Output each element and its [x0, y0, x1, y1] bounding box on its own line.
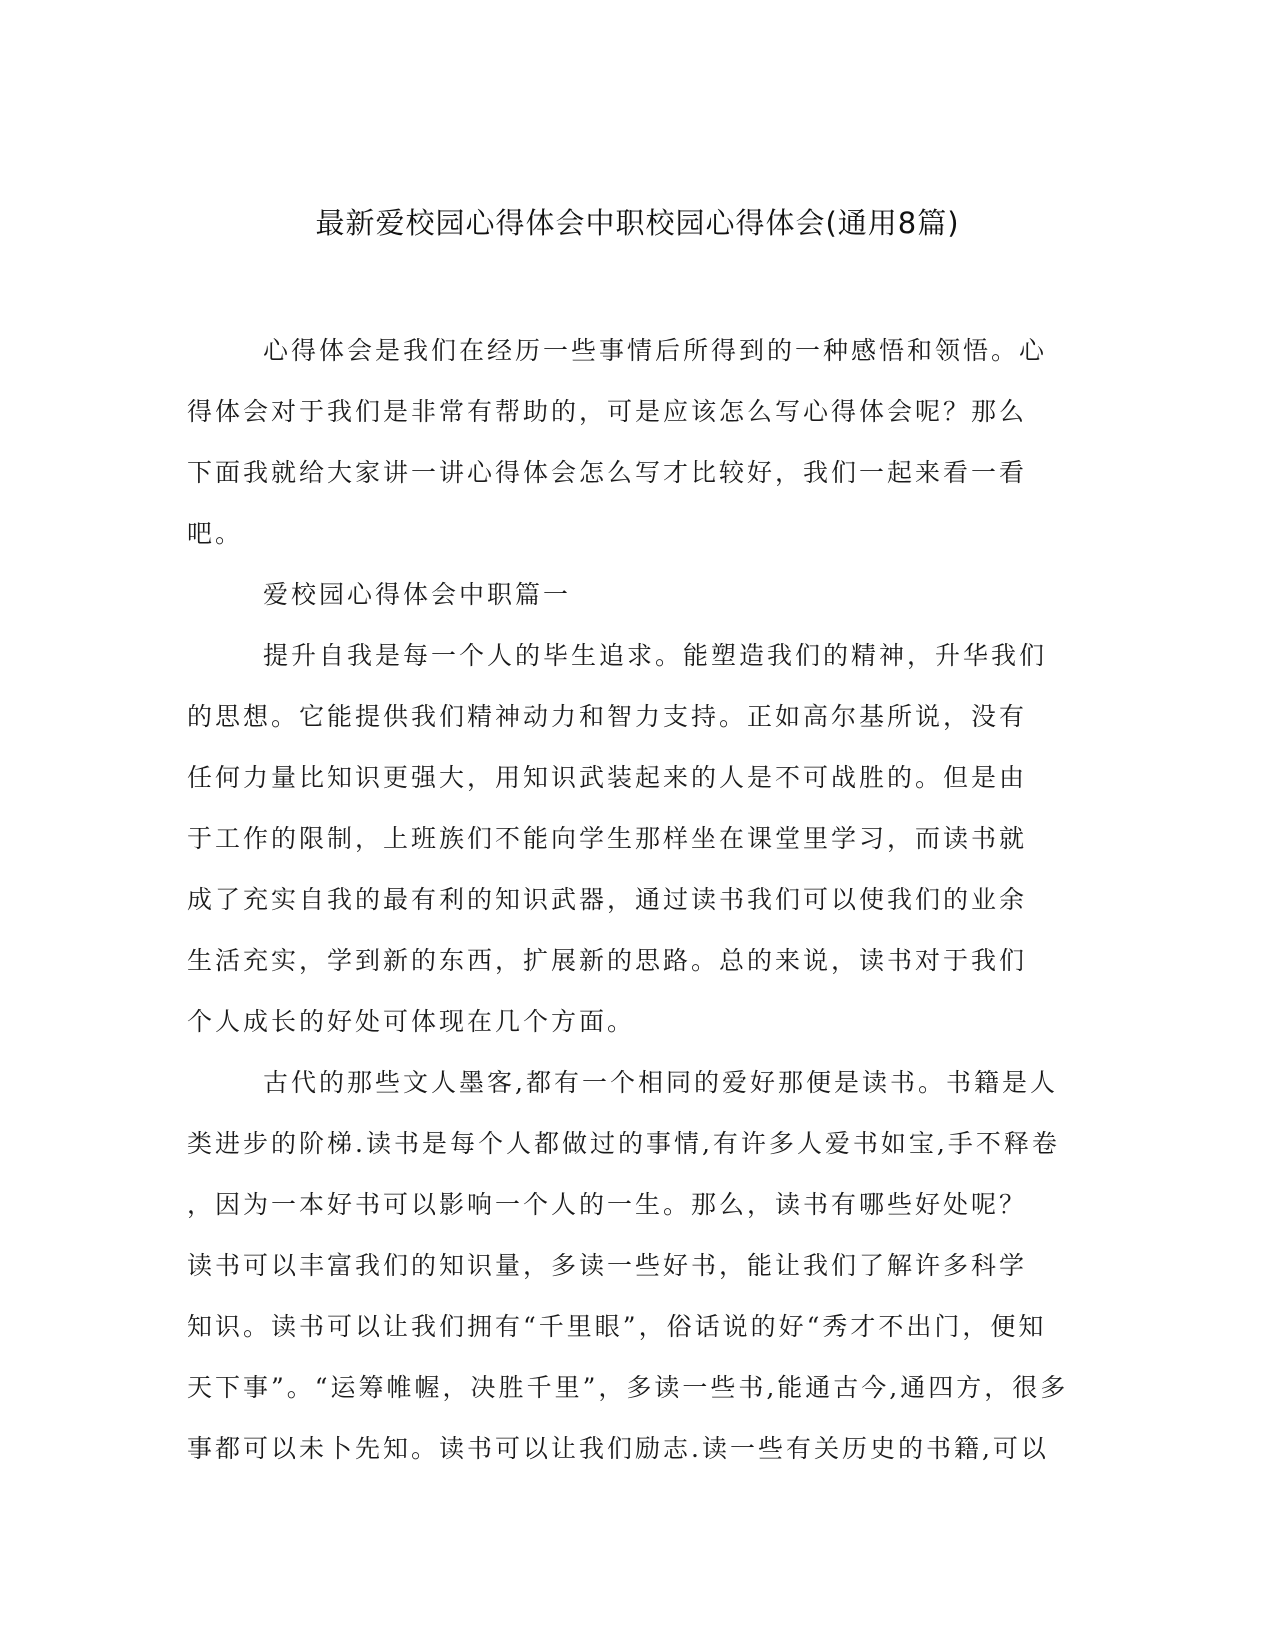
text-line: 的思想。它能提供我们精神动力和智力支持。正如高尔基所说，没有	[187, 702, 1028, 731]
text-line: 类进步的阶梯.读书是每个人都做过的事情,有许多人爱书如宝,手不释卷	[187, 1129, 1060, 1158]
section-heading: 爱校园心得体会中职篇一	[263, 580, 572, 609]
text-line: 生活充实，学到新的东西，扩展新的思路。总的来说，读书对于我们	[187, 946, 1028, 975]
text-line: 下面我就给大家讲一讲心得体会怎么写才比较好，我们一起来看一看	[187, 458, 1028, 487]
text-line: 吧。	[187, 519, 244, 548]
paragraph-1	[187, 625, 1087, 1052]
text-line: 提升自我是每一个人的毕生追求。能塑造我们的精神，升华我们	[263, 641, 1048, 670]
document-title: 最新爱校园心得体会中职校园心得体会(通用8篇)	[315, 206, 960, 240]
text-line: 得体会对于我们是非常有帮助的，可是应该怎么写心得体会呢？那么	[187, 397, 1028, 426]
text-line: 古代的那些文人墨客,都有一个相同的爱好那便是读书。书籍是人	[263, 1068, 1058, 1097]
text-line: 知识。读书可以让我们拥有“千里眼”，俗话说的好“秀才不出门，便知	[187, 1312, 1047, 1341]
paragraph-2	[187, 1052, 1087, 1479]
text-line: 个人成长的好处可体现在几个方面。	[187, 1007, 636, 1036]
text-line: 读书可以丰富我们的知识量，多读一些好书，能让我们了解许多科学	[187, 1251, 1028, 1280]
text-line: 于工作的限制，上班族们不能向学生那样坐在课堂里学习，而读书就	[187, 824, 1028, 853]
intro-paragraph	[187, 320, 1087, 564]
text-line: 事都可以未卜先知。读书可以让我们励志.读一些有关历史的书籍,可以	[187, 1434, 1049, 1463]
text-line: 天下事”。“运筹帷幄，决胜千里”，多读一些书,能通古今,通四方，很多	[187, 1373, 1069, 1402]
text-line: 任何力量比知识更强大，用知识武装起来的人是不可战胜的。但是由	[187, 763, 1028, 792]
text-line: 心得体会是我们在经历一些事情后所得到的一种感悟和领悟。心	[263, 336, 1048, 365]
text-line: ，因为一本好书可以影响一个人的一生。那么，读书有哪些好处呢？	[187, 1190, 1028, 1219]
text-line: 成了充实自我的最有利的知识武器，通过读书我们可以使我们的业余	[187, 885, 1028, 914]
document-body	[187, 320, 1087, 1479]
